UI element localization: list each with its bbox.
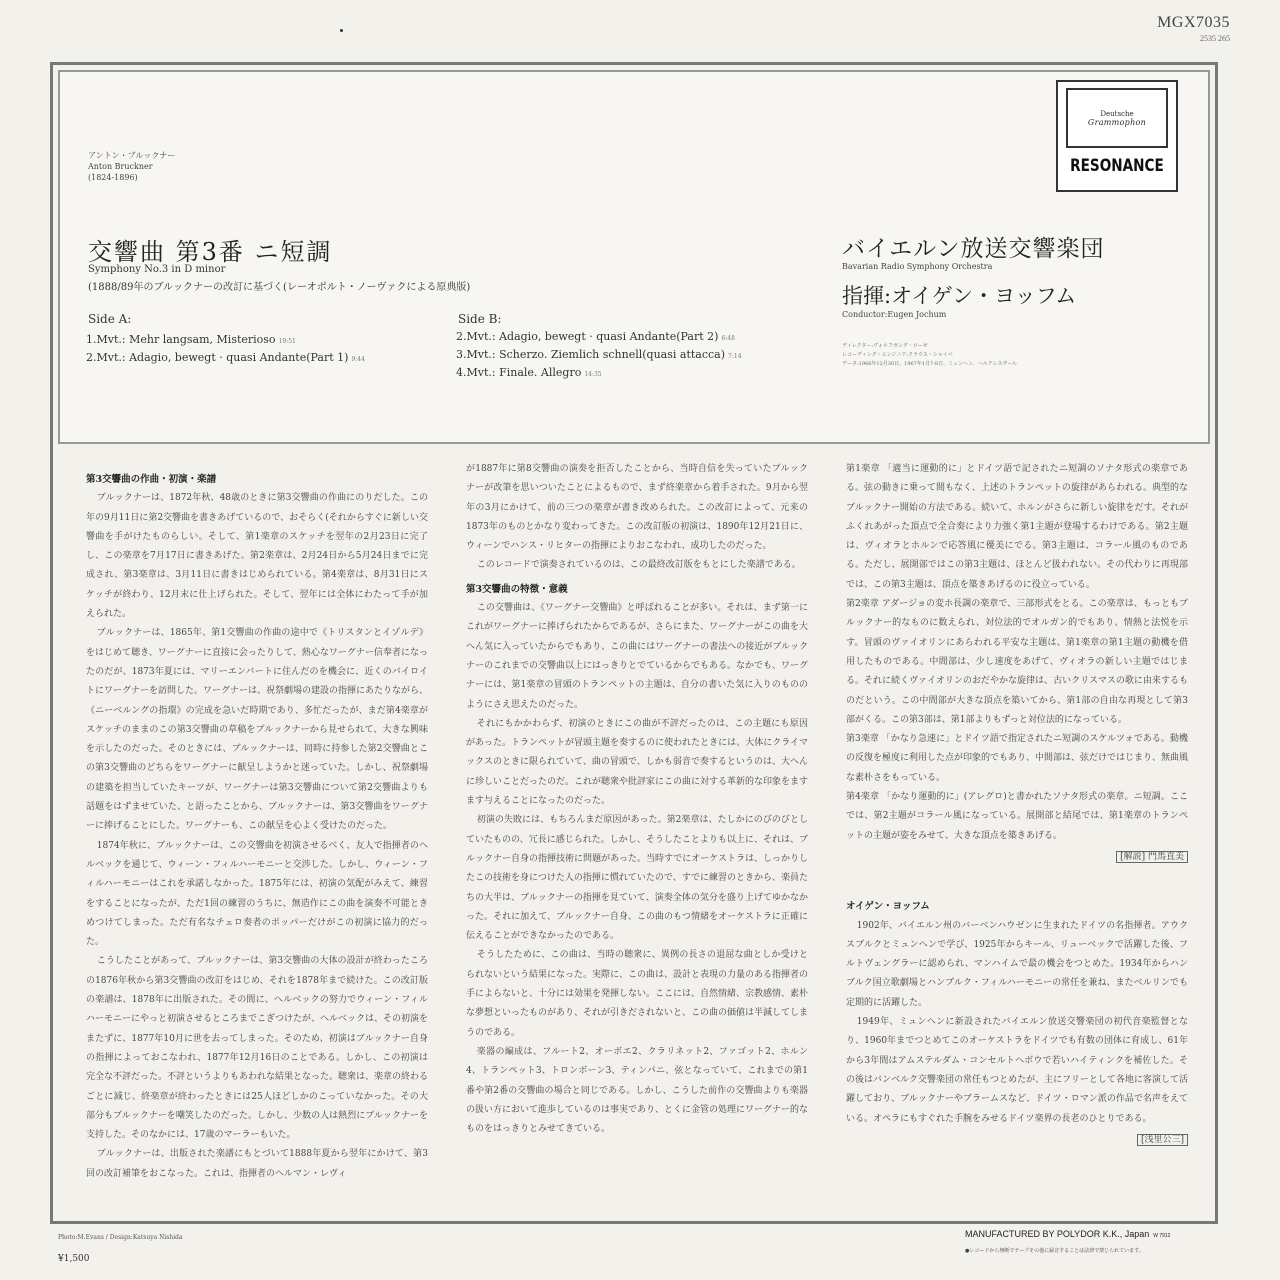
side-a-heading: Side A:: [88, 312, 132, 326]
side-b-track-3: [456, 366, 602, 379]
conductor-en: Conductor:Eugen Jochum: [842, 310, 947, 319]
credit-line: ディレクター:ヴォルフガング・ローゼ: [842, 343, 928, 349]
copyright-notice: ●レコードから無断でテープその他に録音することは法律で禁じられています。: [965, 1248, 1144, 1254]
side-b-heading: Side B:: [458, 312, 502, 326]
track-time: 14:35: [584, 371, 602, 378]
track-label: 4.Mvt.: Finale. Allegro: [456, 366, 582, 379]
paragraph: このレコードで演奏されているのは、この最終改訂版をもとにした楽譜である。: [476, 560, 801, 571]
paragraph: 第4楽章 「かなり運動的に」(アレグロ)と書かれたソナタ形式の楽章。ニ短調。ここでは、第2主題がコラール風になっている。展開部と結尾では、第1楽章のトランペットの主題が姿をみせて、大きな頂点を築きあげる。: [846, 792, 1188, 841]
orchestra-en: Bavarian Radio Symphony Orchestra: [842, 262, 993, 271]
spacer: [846, 867, 1188, 893]
print-code: W 7912: [1153, 1233, 1171, 1239]
composer-en: Anton Bruckner: [88, 162, 153, 171]
composer-block: [88, 150, 175, 183]
side-b-track-1: [456, 330, 735, 343]
track-time: 7:14: [728, 353, 742, 360]
paragraph: そうしたために、この曲は、当時の聴衆に、異例の長さの退屈な曲としか受けとられないという結果になった。実際に、この曲は、設計と表現の力量のある指揮者の手によらないと、十分には効果を発揮しない。ここには、自然情緒、宗教感情、素朴な夢想といったものがあり、それが引きだされないと、この曲の価値は半減してしまうのである。: [466, 950, 809, 1038]
photo-credit: Photo:M.Evans / Design:Katsuya Nishida: [58, 1234, 183, 1241]
title-note: (1888/89年のブルックナーの改訂に基づく(レーオポルト・ノーヴァクによる原典版): [88, 282, 471, 293]
track-label: 2.Mvt.: Adagio, bewegt · quasi Andante(Part 1): [86, 351, 349, 364]
orchestra-jp: バイエルン放送交響楽団: [842, 236, 1105, 262]
side-b-track-2: [456, 348, 742, 361]
credit-line: データ:1966年12月30日、1967年1月7-8日、ミュンヘン、ヘルクレスザール: [842, 361, 1018, 367]
track-time: 6:48: [721, 335, 735, 342]
notes-column-3: [846, 460, 1188, 1150]
catalog-number: MGX7035: [1157, 14, 1230, 31]
dg-cartouche: [1066, 88, 1168, 148]
signature-text: [解説] 門馬直美: [1116, 851, 1188, 863]
track-label: 3.Mvt.: Scherzo. Ziemlich schnell(quasi attacca): [456, 348, 726, 361]
paragraph: 第3楽章 「かなり急速に」とドイツ語で指定されたニ短調のスケルツォである。動機の反復を極度に利用した点が印象的でもあり、中間部は、弦だけではじまり、無曲風な素朴さをもっている。: [846, 734, 1189, 783]
paragraph: ブルックナーは、1865年、第1交響曲の作曲の途中で《トリスタンとイゾルデ》をはじめて聴き、ワーグナーに直接に会ったりして、熱心なワーグナー信奉者になったのだが、1873年夏には、マリーエンバートに住んだのを機会に、近くのバイロイトにワーグナーを訪問した。ワーグナーは、祝祭劇場の建設の指揮にあたりながら、《ニーベルングの指環》の完成を急いだ時期であり、多忙だったが、まだ第4楽章がスケッチのままのこの第3交響曲の草稿をブルックナーから見せられて、大きな興味を示したのだった。そのときには、ブルックナーは、同時に持参した第2交響曲とこの第3交響曲のどちらをワーグナーに献呈しようかと迷っていた。しかし、祝祭劇場の建築を担当していたキーツが、ワーグナーは第3交響曲について第2交響曲よりも話題をはずませていた、と語ったことから、ブルックナーは、第3交響曲をワーグナーに捧げることにした。ワーグナーも、この献呈を心よく受けたのだった。: [86, 628, 429, 832]
credit-line: レコーディング・エンジニア:クラウス・シャイベ: [842, 352, 953, 358]
track-time: 19:51: [278, 338, 296, 345]
paragraph: 1949年、ミュンヘンに新設されたバイエルン放送交響楽団の初代音楽監督となり、1960年までつとめてこのオーケストラをドイツでも有数の団体に育成し、61年から3年間はアムステルダム・コンセルトヘボウで若いハイティンクを補佐した。その後はバンベルク交響楽団の常任もつとめたが、主にフリーとして各地に客演して活躍しており、ブルックナーやブラームスなど、ドイツ・ロマン派の作品で名声をえている。オペラにもすぐれた手腕をみせるドイツ楽界の長老のひとりである。: [846, 1017, 1188, 1124]
price: ¥1,500: [58, 1254, 90, 1264]
side-a-track-1: [86, 333, 296, 346]
catalog-sub-number: 2535 265: [1200, 34, 1230, 43]
paragraph: 初演の失敗には、もちろんまだ原因があった。第2楽章は、たしかにのびのびとしていたものの、冗長に感じられた。しかし、そうしたことよりも以上に、それは、ブルックナー自身の指揮技術に問題があった。当時すでにオーケストラは、しっかりしたこの技術を身につけた人の指揮に慣れていたので、すでに練習のときから、楽員たちの大半は、ブルックナーの指揮を見ていて、演奏全体の気分を盛り上げてゆかなかった。それに加えて、ブルックナー自身、この曲のもつ情緒をオーケストラに正確に伝えることができなかったのである。: [466, 815, 808, 942]
paragraph: 1902年、バイエルン州のバーベンハウゼンに生まれたドイツの名指揮者。アウクスブルクとミュンヘンで学び、1925年からキール、リューベックで活躍した後、フルトヴェングラーに認められ、マンハイムで最の機会をつとめた。1934年からハンブルク国立歌劇場とハンブルク・フィルハーモニーの常任を兼ね、またベルリンでも定期的に活躍した。: [846, 920, 1188, 1008]
resonance-label: RESONANCE: [1070, 156, 1164, 176]
signature-text: [浅里公三]: [1137, 1134, 1188, 1146]
side-a-track-2: [86, 351, 365, 364]
paragraph: が1887年に第8交響曲の演奏を拒否したことから、当時自信を失っていたブルックナーが改筆を思いついたことによるもので、まず終楽章から着手された。9月から翌年の3月にかけて、前の三つの楽章が書き改められた。この改訂によって、元来の1873年のものとかなり変わってきた。この改訂版の初演は、1890年12月21日に、ウィーンでハンス・リヒターの指揮によりおこなわれ、成功したのだった。: [466, 464, 808, 552]
track-time: 9:44: [351, 356, 365, 363]
section-heading: 第3交響曲の作曲・初演・楽譜: [86, 474, 217, 485]
manufacturer-line: [965, 1229, 1170, 1239]
label-logo: [1056, 80, 1178, 192]
track-label: 1.Mvt.: Mehr langsam, Misterioso: [86, 333, 276, 346]
catalog-number-block: [1157, 14, 1230, 43]
section-heading: オイゲン・ヨッフム: [846, 901, 930, 913]
logo-line-2: Grammophon: [1087, 117, 1147, 127]
paragraph: ブルックナーは、出版された楽譜にもとづいて1888年夏から翌年にかけて、第3回の改訂補筆をおこなった。これは、指揮者のヘルマン・レヴィ: [86, 1149, 428, 1179]
paragraph: 第1楽章 「適当に運動的に」とドイツ語で記されたニ短調のソナタ形式の楽章である。弦の動きに乗って間もなく、上述のトランペットの旋律があらわれる。典型的なブルックナー開始の方法である。続いて、ホルンがさらに新しい旋律をだす。それがふくれあがった頂点で全合奏により力強く第1主題が登場するわけである。第2主題は、ヴィオラとホルンで応答風に優美にでる。第3主題は、コラール風のものである。ただし、展開部ではこの第3主題は、ほとんど扱われない。その代わりに再現部では、この第3主題は、頂点を築きあげるのに役立っている。: [846, 464, 1188, 590]
composer-jp: アントン・ブルックナー: [88, 151, 176, 160]
paragraph: 第2楽章 アダージョの変ホ長調の楽章で、三部形式をとる。この楽章は、もっともブルックナー的なものに数えられ、対位法的でオルガン的でもあり、情熱と法悦を示す。冒頭のヴァイオリンにあらわれる平安な主題は、第1楽章の第1主題の動機を借用したものである。中間部は、少し速度をあげて、ヴィオラの新しい主題ではじまる。それに続くヴァイオリンのおだやかな旋律は、古いクリスマスの歌に由来するものだという。この中間部が大きな頂点を築いてから、第1部の自由な再現として第3部がくる。この第3部は、第1部よりもずっと対位法的になっている。: [846, 599, 1188, 725]
paragraph: それにもかかわらず、初演のときにこの曲が不評だったのは、この主題にも原因があった。トランペットが冒頭主題を奏するのに使われたときには、大体にクライマックスのときに限られていて、曲の冒頭で、しかも弱音で奏するというのは、大へんに珍しいことだったのだ。これが聴衆や批評家にこの曲に対する革新的な印象をますます与えることになったのだった。: [466, 718, 809, 807]
conductor-jp: 指揮:オイゲン・ヨッフム: [842, 284, 1077, 308]
title-jp: 交響曲 第3番 ニ短調: [88, 238, 333, 266]
notes-column-1: [86, 466, 428, 1184]
paragraph: 楽器の編成は、フルート2、オーボエ2、クラリネット2、ファゴット2、ホルン4、トランペット3、トロンボーン3、ティンパニ、弦となっていて、これまでの第1番や第2番の交響曲の場合と同じである。しかし、こうした前作の交響曲よりも楽器の扱い方において進歩しているのは事実であり、とくに金管の処理にワーグナー的なものをはっきりとみせてきている。: [466, 1046, 809, 1135]
logo-line-1: Deutsche: [1100, 109, 1134, 118]
recording-credits: [842, 342, 1017, 369]
paragraph: この交響曲は、《ワーグナー交響曲》と呼ばれることが多い。それは、まず第一にこれがワーグナーに捧げられたからであるが、さらにまた、ワーグナーがこの曲を大へん気に入っていたからでもあり、この曲にはワーグナーの書法への接近がブルックナーのこれまでの交響曲以上にはっきりとでているからでもある。なかでも、ワーグナーには、第1楽章の冒頭のトランペットの主題は、自分の書いた気に入りのもののようにさえ思えたのだった。: [466, 603, 808, 710]
notes-column-2: [466, 460, 808, 1139]
title-en: Symphony No.3 in D minor: [88, 264, 226, 275]
section-heading: 第3交響曲の特徴・意義: [466, 583, 568, 595]
manufacturer-text: MANUFACTURED BY POLYDOR K.K., Japan: [965, 1229, 1150, 1239]
paragraph: ブルックナーは、1872年秋、48歳のときに第3交響曲の作曲にのりだした。この年の9月11日に第2交響曲を書きあげているので、おそらく(それからすぐに新しい交響曲を手がけたものらしい。そして、第1楽章のスケッチを翌年の2月23日に完了し、この楽章を7月17日に書きあげた。第2楽章は、2月24日から5月24日までに完成され、第3楽章は、3月11日に書きはじめられている。第4楽章は、8月31日にスケッチが終わり、12月末に仕上げられた。そして、翌年には全体にわたって手が加えられた。: [86, 493, 428, 620]
track-label: 2.Mvt.: Adagio, bewegt · quasi Andante(Part 2): [456, 330, 719, 343]
author-signature: [846, 848, 1188, 867]
composer-years: (1824-1896): [88, 173, 138, 182]
paragraph: こうしたことがあって、ブルックナーは、第3交響曲の大体の設計が終わったころの1876年秋から第3交響曲の改訂をはじめ、それを1878年まで続けた。この改訂版の楽譜は、1878年に出版された。その間に、ヘルベックの努力でウィーン・フィルハーモニーにやっと初演させるところまでこぎつけたが、ヘルベックは、その初演をまたずに、1877年10月に世を去ってしまった。そのため、初演はブルックナー自身の指揮によっておこなわれ、1877年12月16日のことである。しかし、この初演は完全な不評だった。不評というよりもあわれな結果となった。聴衆は、楽章の終わるごとに減じ、終楽章が終わったときには25人ほどしかのこっていなかった。その大部分もブルックナーを嘲笑したのだった。しかし、少数の人は熱烈にブルックナーを支持した。そのなかには、17歳のマーラーもいた。: [86, 956, 429, 1141]
author-signature: [846, 1131, 1188, 1150]
print-dot: [340, 29, 343, 32]
paragraph: 1874年秋に、ブルックナーは、この交響曲を初演させるべく、友人で指揮者のヘルベックを通じて、ウィーン・フィルハーモニーと交渉した。しかし、ウィーン・フィルハーモニーはこれを承諾しなかった。1875年には、初演の気配がみえて、練習をすることになったが、ただ1回の練習のうちに、無造作にこの曲を演奏不可能ときめつけてしまった。ただ有名なチェロ奏者のポッパーだけがこの初演に協力的だった。: [86, 840, 428, 948]
